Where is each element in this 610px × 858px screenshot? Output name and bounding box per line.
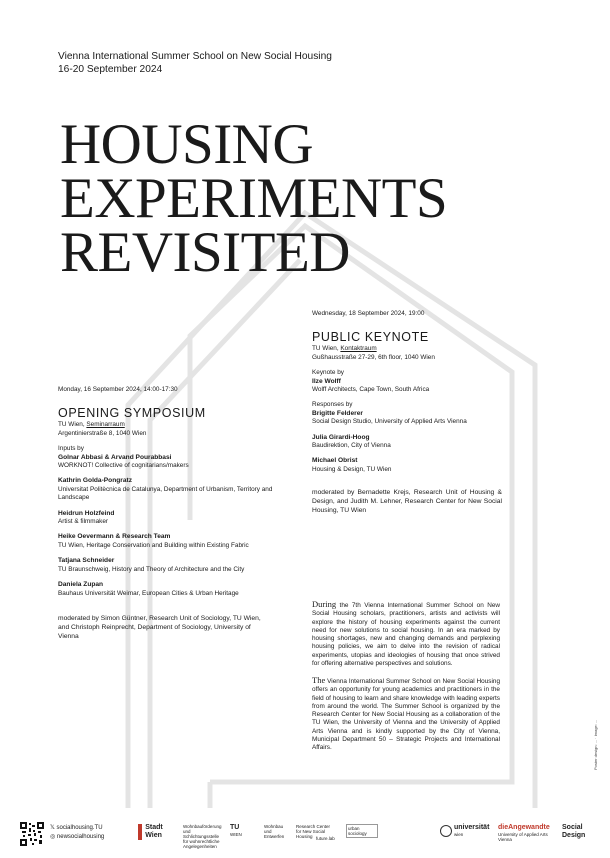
keynote-date: Wednesday, 18 September 2024, 19:00 (312, 310, 425, 317)
intro-block (58, 50, 332, 76)
respondent-name: Brigitte Felderer (312, 409, 363, 417)
speaker-affiliation: WORKNOT! Collective of cognitarians/makers (58, 462, 189, 470)
speaker-name: Kathrin Golda-Pongratz (58, 477, 132, 485)
logo-urban-sociology: urban sociology (346, 824, 378, 838)
side-credit: Poster design: ... · Image: ... (593, 719, 598, 770)
logo-social-design: Social Design (562, 824, 586, 839)
logo-universitaet-wien: universität wien (440, 824, 489, 837)
keynote-moderation: moderated by Bernadette Krejs, Research Unit of Housing & Design, and Judith M. Lehner, Research Center for New Social Housing, TU Wien (312, 489, 502, 515)
social-handle-instagram[interactable]: ◎ newsocialhousing (50, 834, 105, 840)
respondent-entry (312, 434, 502, 451)
respondent-affiliation: Social Design Studio, University of Applied Arts Vienna (312, 418, 467, 426)
keynote-speaker-affiliation: Wolff Architects, Cape Town, South Africa (312, 386, 430, 394)
symposium-heading: OPENING SYMPOSIUM (58, 406, 206, 421)
keynote-address: Gußhausstraße 27-29, 6th floor, 1040 Wien (312, 353, 435, 361)
speaker-entry (58, 510, 273, 527)
respondent-affiliation: Baudirektion, City of Vienna (312, 442, 391, 450)
title-line-3: REVISITED (60, 221, 350, 284)
x-icon: 𝕏 (50, 825, 57, 831)
paragraph-2-lead: The (312, 675, 326, 685)
description-paragraph-1 (312, 600, 500, 668)
symposium-date: Monday, 16 September 2024, 14:00-17:30 (58, 386, 178, 393)
logo-stadt-wien: Stadt Wien (138, 824, 163, 840)
speaker-affiliation: TU Wien, Heritage Conservation and Building within Existing Fabric (58, 541, 249, 549)
description-paragraph-2 (312, 676, 500, 753)
logo-future-lab: future.lab (316, 836, 335, 841)
symposium-venue-prefix: TU Wien, (58, 421, 87, 429)
keynote-heading: PUBLIC KEYNOTE (312, 330, 429, 345)
speaker-name: Golnar Abbasi & Arvand Pourabbasi (58, 453, 172, 461)
speaker-name: Daniela Zupan (58, 581, 104, 589)
speaker-affiliation: Universitat Politècnica de Catalunya, Department of Urbanism, Territory and Landscape (58, 485, 273, 502)
logo-die-angewandte: dieAngewandte University of Applied Arts Vienna (498, 824, 550, 842)
symposium-venue-room: Seminarraum (86, 421, 125, 429)
respondent-affiliation: Housing & Design, TU Wien (312, 465, 392, 473)
logo-tu-wien: TU WIEN (230, 824, 242, 837)
paragraph-2-body: Vienna International Summer School on New Social Housing offers an opportunity for young academics and practitioners in the field of housing to learn and share knowledge with leading experts from around the world. The Summer School is organized by the Research Center for New Social Housing as a collaboration of the TU Wien, the University of Vienna and the University of Applied Arts Vienna and is kindly supported by the City of Vienna, Municipal Department 50 – Strategic Projects and International Affairs. (312, 678, 500, 752)
logo-wohnbaufoerderung: Wohnbauförderung und Schlichtungsstelle für wohnrechtliche Angelegenheiten (183, 824, 222, 849)
speaker-entry (58, 477, 273, 502)
symposium-venue (58, 421, 273, 429)
responses-label: Responses by (312, 401, 353, 409)
opening-symposium-section (58, 386, 273, 641)
symposium-address: Argentinierstraße 8, 1040 Wien (58, 429, 147, 437)
speaker-entry (58, 533, 273, 550)
speaker-name: Heike Oevermann & Research Team (58, 533, 171, 541)
qr-code-icon[interactable] (20, 822, 44, 846)
paragraph-1-lead: During (312, 599, 337, 609)
speaker-entry (58, 454, 273, 471)
social-handle-x[interactable]: 𝕏 socialhousing.TU (50, 825, 103, 831)
paragraph-1-body: the 7th Vienna International Summer School on New Social Housing scholars, practitioners, artists and activists will explore the history of housing experiments against the current need for new solutions to social housing. In an era marked by housing shortages, new and changing demands and perplexing housing policies, we aim to delve into the revision of radical experiments, utopias and ideologies of housing that once strived for offering alternative perspectives and solutions. (312, 602, 500, 668)
title-line-2: EXPERIMENTS (60, 167, 448, 230)
page-title (60, 113, 448, 284)
instagram-icon: ◎ (50, 834, 57, 840)
speaker-entry (58, 557, 273, 574)
respondent-entry (312, 410, 502, 427)
stadt-wien-flag-icon (138, 824, 142, 840)
respondent-name: Michael Obrist (312, 457, 358, 465)
social-handles (50, 824, 104, 842)
inputs-label: Inputs by (58, 445, 84, 453)
summer-school-dates: 16-20 September 2024 (58, 64, 163, 75)
keynote-label: Keynote by (312, 369, 344, 377)
speaker-affiliation: TU Braunschweig, History and Theory of Architecture and the City (58, 565, 245, 573)
speaker-name: Heidrun Holzfeind (58, 509, 115, 517)
keynote-venue-room: Kontaktraum (340, 345, 377, 353)
summer-school-name: Vienna International Summer School on New Social Housing (58, 51, 332, 62)
keynote-venue (312, 345, 502, 353)
speaker-affiliation: Artist & filmmaker (58, 518, 109, 526)
logo-wohnbau-entwerfen: Wohnbau und Entwerfen (264, 824, 285, 839)
respondent-name: Julia Girardi-Hoog (312, 433, 370, 441)
speaker-name: Tatjana Schneider (58, 557, 115, 565)
footer-logos (20, 818, 595, 848)
public-keynote-section (312, 310, 502, 515)
logo-research-center: Research Center for New Social Housing (296, 824, 331, 839)
speaker-affiliation: Bauhaus Universität Weimar, European Cities & Urban Heritage (58, 589, 239, 597)
title-line-1: HOUSING (60, 113, 313, 176)
keynote-speaker-name: Ilze Wolff (312, 377, 341, 385)
keynote-venue-prefix: TU Wien, (312, 345, 341, 353)
university-seal-icon (440, 825, 452, 837)
speaker-entry (58, 581, 273, 598)
symposium-moderation: moderated by Simon Güntner, Research Unit of Sociology, TU Wien, and Christoph Reinprecht, Department of Sociology, University of Vienna (58, 614, 261, 640)
respondent-entry (312, 457, 502, 474)
